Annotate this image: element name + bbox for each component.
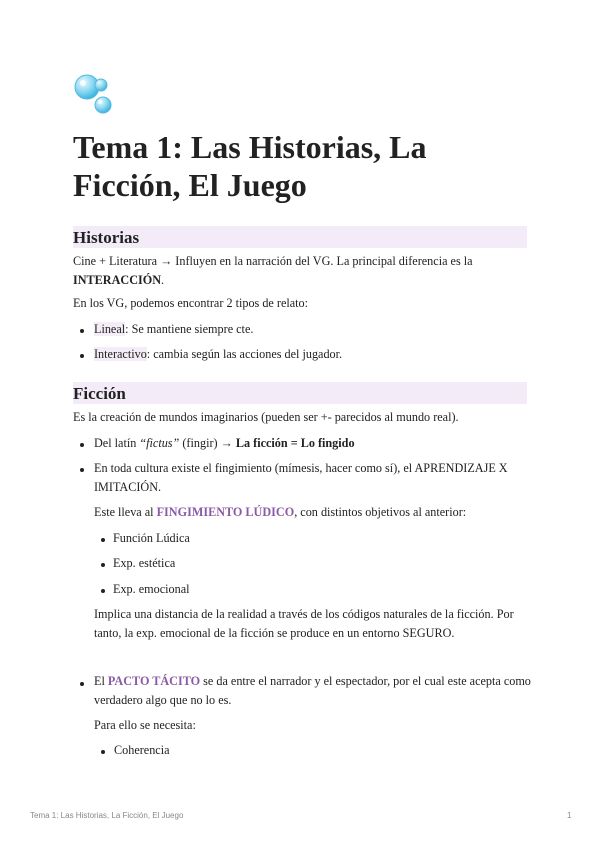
footer-title: Tema 1: Las Historias, La Ficción, El Juego — [30, 811, 184, 820]
list-item-fingimiento: En toda cultura existe el fingimiento (mímesis, hacer como sí), el APRENDIZAJE X IMITACIÓN. — [94, 461, 508, 494]
list-item-lineal: Lineal: Se mantiene siempre cte. — [94, 322, 254, 336]
bullet-dot — [80, 468, 84, 472]
bullet-dot — [101, 750, 105, 754]
bullet-dot — [80, 354, 84, 358]
historias-paragraph-1: Cine + Literatura → Influyen en la narración del VG. La principal diferencia es la INTERACCIÓN. — [73, 254, 473, 287]
bullet-dot — [101, 538, 105, 542]
list-item-latin: Del latín “fictus” (fingir) → La ficción = Lo fingido — [94, 436, 355, 450]
subitem-funcion-ludica: Función Lúdica — [113, 531, 190, 545]
section-heading-historias: Historias — [73, 226, 527, 248]
bullet-dot — [80, 329, 84, 333]
historias-paragraph-2: En los VG, podemos encontrar 2 tipos de relato: — [73, 296, 309, 310]
list-item-interactivo: Interactivo: cambia según las acciones del jugador. — [94, 347, 343, 361]
bullet-dot — [80, 443, 84, 447]
ficcion-intro: Es la creación de mundos imaginarios (pueden ser +- parecidos al mundo real). — [73, 410, 459, 424]
fingimiento-ludico-text: Este lleva al FINGIMIENTO LÚDICO, con distintos objetivos al anterior: — [94, 505, 467, 519]
subitem-exp-emocional: Exp. emocional — [113, 582, 190, 596]
page-title: Tema 1: Las Historias, La Ficción, El Juego — [73, 129, 427, 203]
list-item-pacto-tacito: El PACTO TÁCITO se da entre el narrador y el espectador, por el cual este acepta como verdadero algo que no lo es. — [94, 674, 531, 707]
section-heading-ficcion: Ficción — [73, 382, 527, 404]
bullet-dot — [80, 682, 84, 686]
subitem-exp-estetica: Exp. estética — [113, 556, 176, 570]
page-number: 1 — [567, 811, 572, 820]
bubbles-icon — [73, 72, 115, 116]
bullet-dot — [101, 589, 105, 593]
para-ello-text: Para ello se necesita: — [94, 718, 196, 732]
subitem-coherencia: Coherencia — [114, 743, 170, 757]
bullet-dot — [101, 563, 105, 567]
implica-paragraph: Implica una distancia de la realidad a través de los códigos naturales de la ficción. Por tanto, la exp. emocional de la ficción se produce en un entorno SEGURO. — [94, 607, 514, 640]
